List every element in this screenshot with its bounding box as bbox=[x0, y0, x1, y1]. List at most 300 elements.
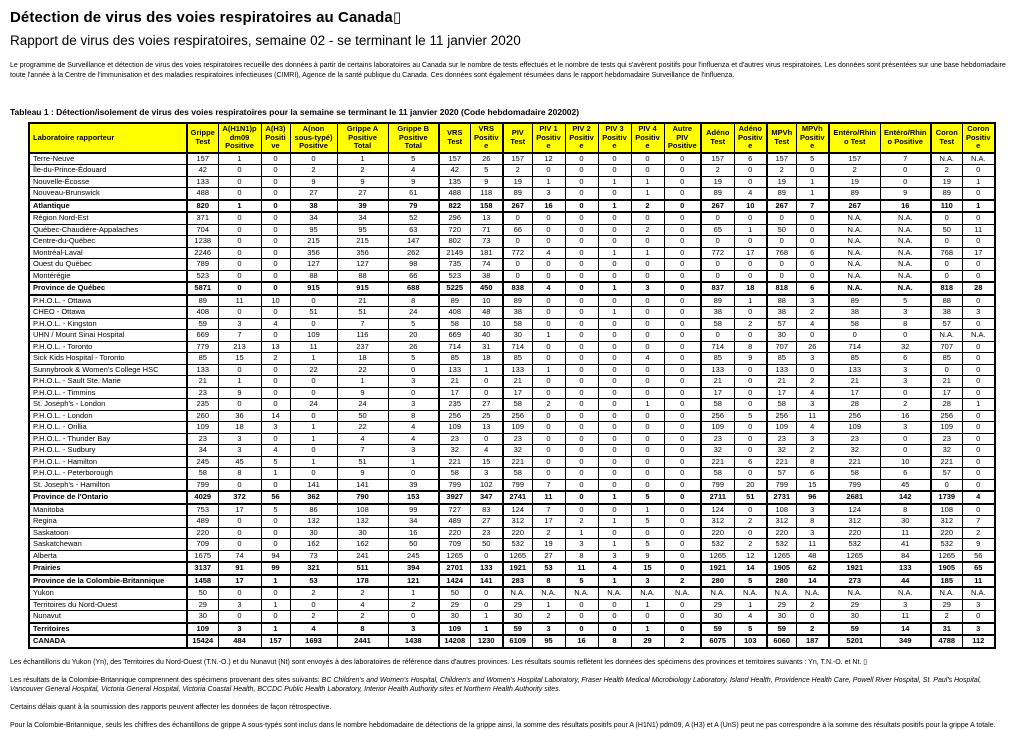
row-label: Nunavut bbox=[29, 611, 187, 623]
cell: 8 bbox=[337, 623, 388, 636]
cell: 59 bbox=[767, 623, 796, 636]
cell: 0 bbox=[829, 330, 880, 342]
cell: 1 bbox=[290, 353, 337, 365]
cell: 221 bbox=[503, 456, 532, 468]
cell: 256 bbox=[701, 410, 734, 422]
row-label: P.H.O.L. - Ottawa bbox=[29, 295, 187, 307]
cell: 0 bbox=[962, 456, 995, 468]
cell: 532 bbox=[931, 539, 962, 551]
cell: 2 bbox=[829, 165, 880, 177]
table-row bbox=[29, 165, 995, 177]
cell: 15424 bbox=[187, 635, 218, 648]
cell: 220 bbox=[701, 527, 734, 539]
cell: 142 bbox=[880, 491, 931, 504]
cell: 709 bbox=[439, 539, 470, 551]
cell: 0 bbox=[565, 153, 598, 165]
cell: 0 bbox=[388, 468, 439, 480]
cell: 802 bbox=[439, 236, 470, 248]
cell: 22 bbox=[337, 422, 388, 434]
cell: 0 bbox=[631, 295, 664, 307]
row-label: P.H.O.L. - Sault Ste. Marie bbox=[29, 376, 187, 388]
cell: 0 bbox=[631, 527, 664, 539]
cell: 0 bbox=[565, 282, 598, 295]
cell: 256 bbox=[439, 410, 470, 422]
cell: N.A. bbox=[565, 587, 598, 599]
cell: N.A. bbox=[962, 587, 995, 599]
cell: 10 bbox=[470, 318, 503, 330]
cell: 53 bbox=[532, 562, 565, 575]
cell: 0 bbox=[598, 504, 631, 516]
cell: 2 bbox=[261, 353, 290, 365]
cell: 779 bbox=[187, 341, 218, 353]
cell: 1265 bbox=[503, 550, 532, 562]
cell: 0 bbox=[565, 468, 598, 480]
cell: 838 bbox=[503, 282, 532, 295]
cell: 4 bbox=[388, 165, 439, 177]
cell: 0 bbox=[218, 479, 261, 491]
cell: 108 bbox=[767, 504, 796, 516]
cell: 157 bbox=[261, 635, 290, 648]
cell: 0 bbox=[962, 259, 995, 271]
cell: 3 bbox=[880, 376, 931, 388]
cell: 283 bbox=[503, 575, 532, 588]
cell: 17 bbox=[931, 387, 962, 399]
cell: 58 bbox=[503, 318, 532, 330]
cell: 59 bbox=[503, 623, 532, 636]
cell: 2711 bbox=[701, 491, 734, 504]
cell: 820 bbox=[187, 200, 218, 213]
cell: 3 bbox=[796, 504, 829, 516]
cell: 362 bbox=[290, 491, 337, 504]
cell: 109 bbox=[290, 330, 337, 342]
cell: 408 bbox=[439, 307, 470, 319]
cell: 26 bbox=[470, 153, 503, 165]
cell: N.A. bbox=[598, 587, 631, 599]
row-label: Saskatchewan bbox=[29, 539, 187, 551]
cell: 2701 bbox=[439, 562, 470, 575]
cell: 26 bbox=[388, 341, 439, 353]
cell: 0 bbox=[261, 282, 290, 295]
cell: 2 bbox=[290, 587, 337, 599]
cell: 0 bbox=[631, 479, 664, 491]
cell: 220 bbox=[931, 527, 962, 539]
cell: 31 bbox=[931, 623, 962, 636]
cell: 28 bbox=[931, 399, 962, 411]
row-label: Centre-du-Québec bbox=[29, 236, 187, 248]
cell: 3 bbox=[796, 527, 829, 539]
cell: 0 bbox=[962, 387, 995, 399]
cell: 133 bbox=[439, 364, 470, 376]
cell: 1 bbox=[734, 295, 767, 307]
cell: 4 bbox=[337, 433, 388, 445]
cell: 16 bbox=[880, 410, 931, 422]
cell: 3 bbox=[261, 422, 290, 434]
cell: 709 bbox=[187, 539, 218, 551]
cell: 29 bbox=[701, 599, 734, 611]
cell: 0 bbox=[631, 445, 664, 457]
cell: 0 bbox=[796, 330, 829, 342]
cell: 0 bbox=[880, 433, 931, 445]
cell: 56 bbox=[962, 550, 995, 562]
cell: 59 bbox=[829, 623, 880, 636]
cell: 688 bbox=[388, 282, 439, 295]
cell: 0 bbox=[734, 504, 767, 516]
cell: 0 bbox=[701, 236, 734, 248]
cell: 58 bbox=[701, 318, 734, 330]
cell: 2681 bbox=[829, 491, 880, 504]
cell: 2 bbox=[880, 399, 931, 411]
cell: 98 bbox=[388, 259, 439, 271]
cell: 4 bbox=[337, 599, 388, 611]
cell: 0 bbox=[532, 410, 565, 422]
cell: 799 bbox=[767, 479, 796, 491]
cell: 0 bbox=[734, 259, 767, 271]
cell: 394 bbox=[388, 562, 439, 575]
cell: 0 bbox=[290, 318, 337, 330]
cell: 0 bbox=[631, 468, 664, 480]
cell: 714 bbox=[439, 341, 470, 353]
cell: 17 bbox=[734, 247, 767, 259]
cell: 9 bbox=[388, 176, 439, 188]
cell: 50 bbox=[931, 224, 962, 236]
cell: 2741 bbox=[503, 491, 532, 504]
cell: 0 bbox=[664, 236, 701, 248]
cell: 2 bbox=[796, 445, 829, 457]
cell: 2 bbox=[664, 635, 701, 648]
cell: 5 bbox=[261, 456, 290, 468]
cell: 21 bbox=[337, 295, 388, 307]
cell: 9 bbox=[337, 387, 388, 399]
cell: 0 bbox=[218, 212, 261, 224]
cell: N.A. bbox=[880, 270, 931, 282]
cell: 0 bbox=[664, 282, 701, 295]
cell: 5225 bbox=[439, 282, 470, 295]
cell: N.A. bbox=[796, 587, 829, 599]
row-label: P.H.O.L. - Orillia bbox=[29, 422, 187, 434]
cell: 0 bbox=[565, 188, 598, 200]
cell: 0 bbox=[796, 611, 829, 623]
cell: 65 bbox=[701, 224, 734, 236]
row-label: St. Joseph's - London bbox=[29, 399, 187, 411]
cell: 267 bbox=[701, 200, 734, 213]
cell: 0 bbox=[796, 212, 829, 224]
cell: 22 bbox=[290, 364, 337, 376]
row-label: Province de l'Ontario bbox=[29, 491, 187, 504]
cell: 124 bbox=[829, 504, 880, 516]
cell: 157 bbox=[701, 153, 734, 165]
cell: N.A. bbox=[532, 587, 565, 599]
cell: N.A. bbox=[734, 587, 767, 599]
cell: 11 bbox=[565, 562, 598, 575]
cell: 818 bbox=[767, 282, 796, 295]
cell: 1 bbox=[796, 188, 829, 200]
cell: 3 bbox=[631, 575, 664, 588]
cell: 8 bbox=[388, 410, 439, 422]
cell: 32 bbox=[880, 341, 931, 353]
cell: 0 bbox=[631, 410, 664, 422]
cell: 0 bbox=[598, 270, 631, 282]
cell: 0 bbox=[598, 259, 631, 271]
cell: 21 bbox=[829, 376, 880, 388]
cell: 22 bbox=[337, 364, 388, 376]
cell: 4 bbox=[631, 353, 664, 365]
cell: 0 bbox=[503, 270, 532, 282]
cell: N.A. bbox=[931, 587, 962, 599]
cell: 1 bbox=[218, 376, 261, 388]
cell: 30 bbox=[337, 527, 388, 539]
cell: 19 bbox=[829, 176, 880, 188]
cell: 0 bbox=[565, 353, 598, 365]
cell: 2 bbox=[664, 575, 701, 588]
cell: 768 bbox=[767, 247, 796, 259]
cell: 0 bbox=[565, 236, 598, 248]
cell: 1 bbox=[532, 330, 565, 342]
cell: 30 bbox=[829, 611, 880, 623]
cell: 8 bbox=[218, 468, 261, 480]
cell: 0 bbox=[532, 422, 565, 434]
cell: 262 bbox=[388, 247, 439, 259]
cell: 312 bbox=[503, 516, 532, 528]
cell: 0 bbox=[631, 318, 664, 330]
cell: 58 bbox=[701, 399, 734, 411]
cell: 21 bbox=[767, 376, 796, 388]
cell: 0 bbox=[532, 433, 565, 445]
table-row bbox=[29, 295, 995, 307]
cell: 2 bbox=[796, 599, 829, 611]
cell: 0 bbox=[565, 318, 598, 330]
cell: 9 bbox=[218, 387, 261, 399]
cell: 2 bbox=[290, 165, 337, 177]
cell: 34 bbox=[187, 445, 218, 457]
column-header: Entéro/Rhino Positive bbox=[880, 123, 931, 153]
cell: 12 bbox=[532, 153, 565, 165]
cell: 0 bbox=[565, 422, 598, 434]
cell: 0 bbox=[880, 176, 931, 188]
cell: 4 bbox=[261, 445, 290, 457]
cell: 181 bbox=[470, 247, 503, 259]
cell: 0 bbox=[962, 364, 995, 376]
cell: 0 bbox=[962, 445, 995, 457]
cell: 74 bbox=[470, 259, 503, 271]
cell: 0 bbox=[931, 479, 962, 491]
cell: 0 bbox=[598, 611, 631, 623]
cell: 0 bbox=[532, 456, 565, 468]
cell: 0 bbox=[962, 236, 995, 248]
cell: 17 bbox=[218, 504, 261, 516]
cell: 30 bbox=[701, 611, 734, 623]
cell: 523 bbox=[187, 270, 218, 282]
cell: 73 bbox=[470, 236, 503, 248]
cell: 0 bbox=[218, 516, 261, 528]
cell: 102 bbox=[470, 479, 503, 491]
cell: 50 bbox=[337, 410, 388, 422]
cell: 50 bbox=[767, 224, 796, 236]
cell: 83 bbox=[470, 504, 503, 516]
cell: 85 bbox=[931, 353, 962, 365]
cell: 0 bbox=[503, 236, 532, 248]
cell: 532 bbox=[767, 539, 796, 551]
cell: 16 bbox=[388, 527, 439, 539]
footnote-territories: Les échantillons du Yukon (Yn), des Territoires du Nord-Ouest (T.N.-O.) et du Nunavut (Nt) sont envoyés à des laboratoires de référence dans d'autres provinces. Les résultats soumis reflètent les données des spécimens des provinces et territoires suivants : Yn, T.N.-O. et Nt. ▯ bbox=[10, 658, 868, 666]
cell: 0 bbox=[962, 433, 995, 445]
cell: 0 bbox=[734, 433, 767, 445]
cell: 2 bbox=[503, 165, 532, 177]
cell: 0 bbox=[796, 224, 829, 236]
cell: 0 bbox=[261, 153, 290, 165]
cell: 89 bbox=[701, 295, 734, 307]
cell: 1458 bbox=[187, 575, 218, 588]
cell: 245 bbox=[187, 456, 218, 468]
cell: 1 bbox=[337, 153, 388, 165]
cell: 267 bbox=[829, 200, 880, 213]
cell: 0 bbox=[261, 307, 290, 319]
cell: 66 bbox=[388, 270, 439, 282]
cell: 0 bbox=[664, 153, 701, 165]
cell: 4 bbox=[796, 422, 829, 434]
cell: 0 bbox=[931, 259, 962, 271]
cell: N.A. bbox=[829, 236, 880, 248]
cell: 0 bbox=[565, 259, 598, 271]
cell: 8 bbox=[734, 341, 767, 353]
table-row bbox=[29, 364, 995, 376]
cell: 799 bbox=[187, 479, 218, 491]
row-label: Région Nord-Est bbox=[29, 212, 187, 224]
cell: 133 bbox=[187, 364, 218, 376]
cell: 0 bbox=[565, 599, 598, 611]
cell: 109 bbox=[187, 422, 218, 434]
cell: 0 bbox=[598, 599, 631, 611]
cell: 89 bbox=[439, 295, 470, 307]
cell: 1 bbox=[388, 456, 439, 468]
cell: 0 bbox=[218, 188, 261, 200]
cell: 221 bbox=[701, 456, 734, 468]
cell: 1905 bbox=[767, 562, 796, 575]
cell: 0 bbox=[598, 456, 631, 468]
cell: 235 bbox=[439, 399, 470, 411]
cell: 0 bbox=[734, 330, 767, 342]
cell: 1 bbox=[598, 247, 631, 259]
cell: 0 bbox=[218, 165, 261, 177]
table-row bbox=[29, 399, 995, 411]
table-row bbox=[29, 307, 995, 319]
cell: 0 bbox=[598, 212, 631, 224]
cell: 0 bbox=[532, 295, 565, 307]
cell: 2 bbox=[565, 516, 598, 528]
cell: 0 bbox=[734, 270, 767, 282]
cell: 0 bbox=[664, 330, 701, 342]
cell: 0 bbox=[565, 295, 598, 307]
cell: 71 bbox=[470, 224, 503, 236]
cell: 6 bbox=[880, 468, 931, 480]
cell: 0 bbox=[565, 623, 598, 636]
cell: 2 bbox=[290, 611, 337, 623]
cell: 0 bbox=[261, 176, 290, 188]
cell: 133 bbox=[880, 562, 931, 575]
cell: 0 bbox=[261, 387, 290, 399]
cell: 1 bbox=[598, 491, 631, 504]
cell: 32 bbox=[829, 445, 880, 457]
cell: 153 bbox=[388, 491, 439, 504]
table-row bbox=[29, 479, 995, 491]
cell: 0 bbox=[664, 353, 701, 365]
cell: 0 bbox=[290, 445, 337, 457]
cell: 0 bbox=[664, 611, 701, 623]
cell: 0 bbox=[290, 295, 337, 307]
column-header: Grippe A Positive Total bbox=[337, 123, 388, 153]
cell: 44 bbox=[880, 575, 931, 588]
cell: 0 bbox=[598, 410, 631, 422]
cell: 799 bbox=[439, 479, 470, 491]
cell: 0 bbox=[598, 330, 631, 342]
cell: 13 bbox=[470, 212, 503, 224]
table-row bbox=[29, 468, 995, 480]
cell: 0 bbox=[664, 176, 701, 188]
cell: 21 bbox=[187, 376, 218, 388]
cell: 41 bbox=[880, 539, 931, 551]
cell: 0 bbox=[261, 479, 290, 491]
row-label: Sick Kids Hospital - Toronto bbox=[29, 353, 187, 365]
cell: 1 bbox=[734, 224, 767, 236]
cell: 0 bbox=[631, 153, 664, 165]
cell: 0 bbox=[664, 307, 701, 319]
cell: 0 bbox=[261, 433, 290, 445]
cell: 267 bbox=[503, 200, 532, 213]
cell: 0 bbox=[261, 399, 290, 411]
cell: 237 bbox=[337, 341, 388, 353]
cell: N.A. bbox=[829, 212, 880, 224]
cell: 13 bbox=[261, 341, 290, 353]
cell: 3 bbox=[796, 399, 829, 411]
cell: 162 bbox=[337, 539, 388, 551]
cell: 95 bbox=[290, 224, 337, 236]
cell: 141 bbox=[470, 575, 503, 588]
cell: 99 bbox=[388, 504, 439, 516]
cell: 0 bbox=[598, 341, 631, 353]
cell: 0 bbox=[470, 587, 503, 599]
cell: 0 bbox=[218, 236, 261, 248]
cell: 0 bbox=[664, 387, 701, 399]
cell: 10 bbox=[470, 295, 503, 307]
cell: 9 bbox=[337, 468, 388, 480]
cell: 17 bbox=[532, 516, 565, 528]
cell: 0 bbox=[631, 259, 664, 271]
cell: 6 bbox=[880, 353, 931, 365]
cell: 3 bbox=[598, 550, 631, 562]
cell: 0 bbox=[532, 387, 565, 399]
cell: 32 bbox=[439, 445, 470, 457]
cell: 0 bbox=[598, 188, 631, 200]
intro-paragraph: Le programme de Surveillance et détection de virus des voies respiratoires recueille des données à partir de certains laboratoires au Canada sur le nombre de tests effectués et le nombre de tests qui s'avèrent positifs pour l'influenza et d'autres virus respiratoires. Les données sont présentées sur une base hebdomadaire toute l'année à la Centre de l'immunisation et des maladies respiratoires infectieuses (CIMRI), Agence de la santé publique du Canada. Ces données sont également résumées dans le rapport hebdomadaire Surveillance de l'influenza. bbox=[10, 62, 1006, 79]
cell: 2 bbox=[388, 599, 439, 611]
cell: 0 bbox=[261, 224, 290, 236]
cell: N.A. bbox=[829, 587, 880, 599]
column-header: PIV 4 Positive bbox=[631, 123, 664, 153]
row-label: P.H.O.L. - Thunder Bay bbox=[29, 433, 187, 445]
cell: 89 bbox=[503, 295, 532, 307]
cell: 1 bbox=[962, 399, 995, 411]
cell: 0 bbox=[664, 376, 701, 388]
column-header: Adéno Test bbox=[701, 123, 734, 153]
cell: 58 bbox=[503, 399, 532, 411]
cell: 6075 bbox=[701, 635, 734, 648]
cell: 157 bbox=[503, 153, 532, 165]
cell: 0 bbox=[261, 200, 290, 213]
cell: 0 bbox=[261, 539, 290, 551]
cell: 40 bbox=[470, 330, 503, 342]
column-header: PIV 2 Positive bbox=[565, 123, 598, 153]
cell: 0 bbox=[767, 236, 796, 248]
cell: 0 bbox=[565, 433, 598, 445]
